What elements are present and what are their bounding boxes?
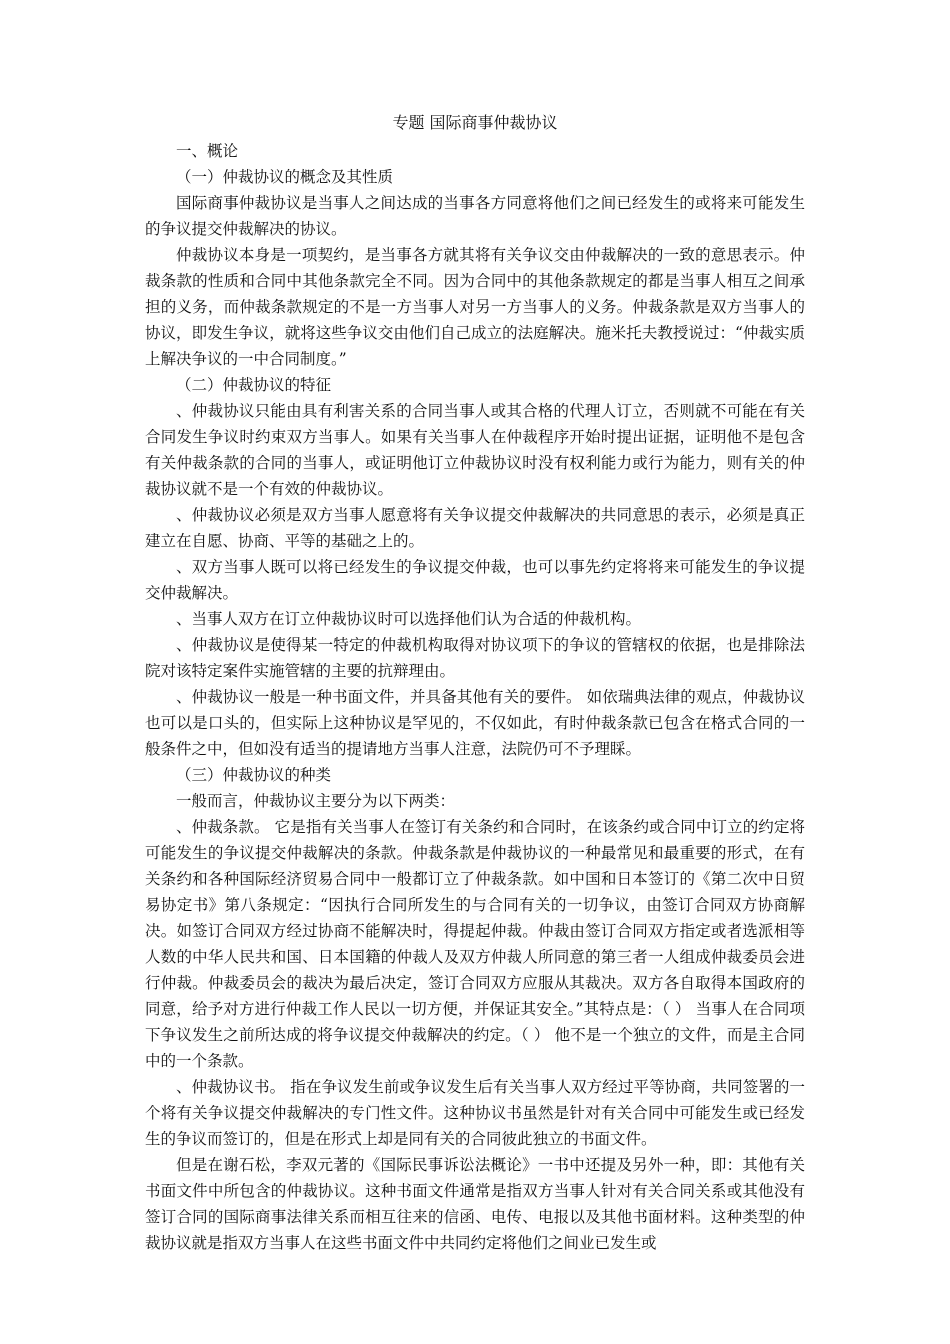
feature-item-5: 、仲裁协议是使得某一特定的仲裁机构取得对协议项下的争议的管辖权的依据，也是排除法院对该特定案件实施管辖的主要的抗辩理由。 bbox=[145, 636, 805, 680]
paragraph-types-intro: 一般而言，仲裁协议主要分为以下两类： bbox=[176, 792, 456, 810]
feature-item-3: 、双方当事人既可以将已经发生的争议提交仲裁，也可以事先约定将将来可能发生的争议提交仲裁解决。 bbox=[145, 558, 805, 602]
type-item-arbitration-clause: 、仲裁条款。 它是指有关当事人在签订有关条约和合同时，在该条约或合同中订立的约定将可能发生的争议提交仲裁解决的条款。仲裁条款是仲裁协议的一种最常见和最重要的形式，在有关条约和各种国际经济贸易合同中一般都订立了仲裁条款。如中国和日本签订的《第二次中日贸易协定书》第八条规定：“因执行合同所发生的与合同有关的一切争议，由签订合同双方协商解决。如签订合同双方经过协商不能解决时，得提起仲裁。仲裁由签订合同双方指定或者选派相等人数的中华人民共和国、日本国籍的仲裁人及双方仲裁人所同意的第三者一人组成仲裁委员会进行仲裁。仲裁委员会的裁决为最后决定，签订合同双方应服从其裁决。双方各自取得本国政府的同意，给予对方进行仲裁工作人民以一切方便，并保证其安全。”其特点是：（ ） 当事人在合同项下争议发生之前所达成的将争议提交仲裁解决的约定。（ ） 他不是一个独立的文件，而是主合同中的一个条款。 bbox=[145, 818, 806, 1070]
document-title: 专题 国际商事仲裁协议 bbox=[392, 113, 558, 132]
feature-item-6: 、仲裁协议一般是一种书面文件，并具备其他有关的要件。 如依瑞典法律的观点，仲裁协议也可以是口头的，但实际上这种协议是罕见的，不仅如此，有时仲裁条款已包含在格式合同的一般条件之中，但如没有适当的提请地方当事人注意，法院仍可不予理睬。 bbox=[145, 688, 805, 758]
type-item-arbitration-agreement: 、仲裁协议书。 指在争议发生前或争议发生后有关当事人双方经过平等协商，共同签署的一个将有关争议提交仲裁解决的专门性文件。这种协议书虽然是针对有关合同中可能发生或已经发生的争议而签订的，但是在形式上却是同有关的合同彼此独立的书面文件。 bbox=[145, 1078, 805, 1148]
paragraph-other-documents: 但是在谢石松，李双元著的《国际民事诉讼法概论》一书中还提及另外一种，即：其他有关书面文件中所包含的仲裁协议。这种书面文件通常是指双方当事人针对有关合同关系或其他没有签订合同的国际商事法律关系而相互往来的信函、电传、电报以及其他书面材料。这种类型的仲裁协议就是指双方当事人在这些书面文件中共同约定将他们之间业已发生或 bbox=[145, 1156, 805, 1252]
subsection-heading-features: （二）仲裁协议的特征 bbox=[176, 376, 332, 394]
feature-item-2: 、仲裁协议必须是双方当事人愿意将有关争议提交仲裁解决的共同意思的表示，必须是真正建立在自愿、协商、平等的基础之上的。 bbox=[145, 506, 805, 550]
document-page bbox=[145, 110, 805, 1256]
paragraph-nature: 仲裁协议本身是一项契约，是当事各方就其将有关争议交由仲裁解决的一致的意思表示。仲裁条款的性质和合同中其他条款完全不同。因为合同中的其他条款规定的都是当事人相互之间承担的义务，而仲裁条款规定的不是一方当事人对另一方当事人的义务。仲裁条款是双方当事人的协议，即发生争议，就将这些争议交由他们自己成立的法庭解决。施米托夫教授说过：“仲裁实质上解决争议的一中合同制度。” bbox=[145, 246, 805, 368]
subsection-heading-concept: （一）仲裁协议的概念及其性质 bbox=[176, 168, 394, 186]
feature-item-1: 、仲裁协议只能由具有利害关系的合同当事人或其合格的代理人订立，否则就不可能在有关合同发生争议时约束双方当事人。如果有关当事人在仲裁程序开始时提出证据，证明他不是包含有关仲裁条款的合同的当事人，或证明他订立仲裁协议时没有权利能力或行为能力，则有关的仲裁协议就不是一个有效的仲裁协议。 bbox=[145, 402, 805, 498]
subsection-heading-types: （三）仲裁协议的种类 bbox=[176, 766, 332, 784]
feature-item-4: 、当事人双方在订立仲裁协议时可以选择他们认为合适的仲裁机构。 bbox=[176, 610, 642, 628]
section-heading-overview: 一、概论 bbox=[176, 142, 239, 160]
paragraph-definition: 国际商事仲裁协议是当事人之间达成的当事各方同意将他们之间已经发生的或将来可能发生的争议提交仲裁解决的协议。 bbox=[145, 194, 805, 238]
